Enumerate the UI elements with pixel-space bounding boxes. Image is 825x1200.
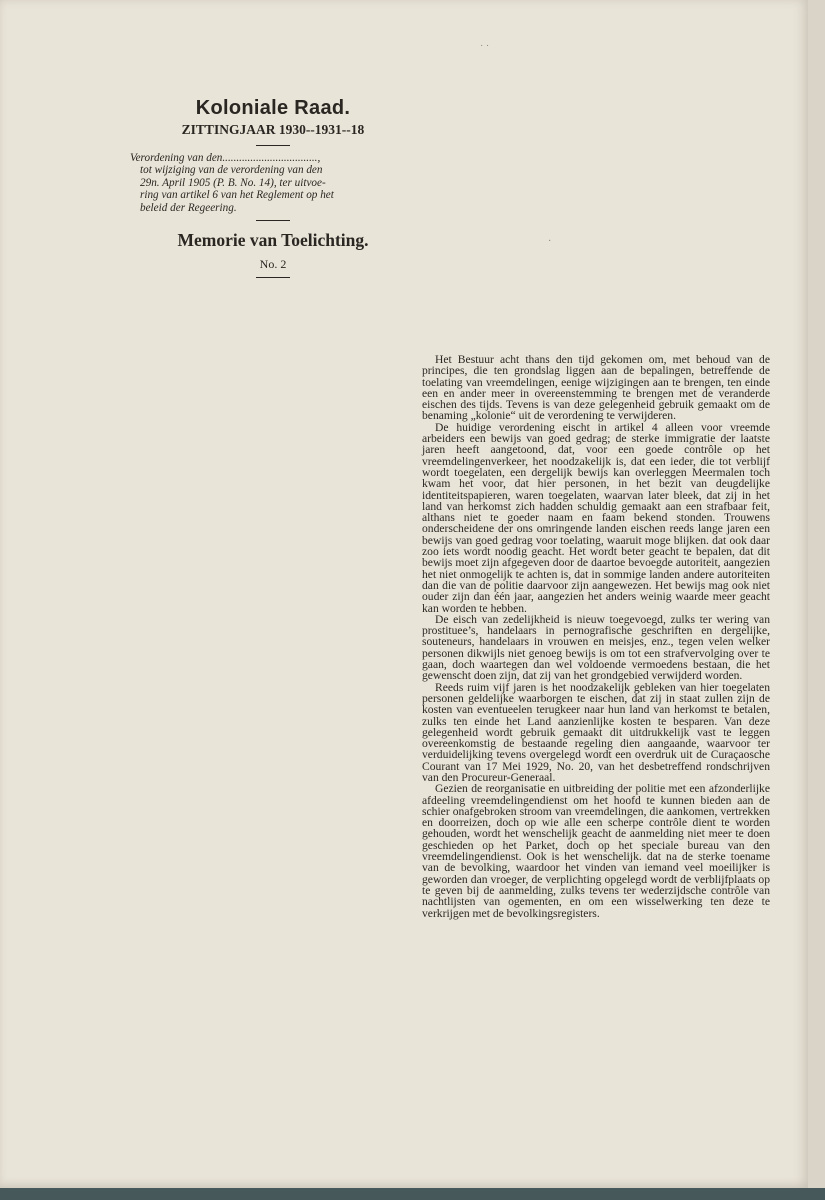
decree-line: tot wijziging van de verordening van den [140,164,323,177]
page-edge [808,0,825,1200]
decree-line: beleid der Regeering. [140,201,237,214]
paper-speck: · [548,236,552,247]
document-header [128,95,418,284]
body-paragraph: De eisch van zedelijkheid is nieuw toegevoegd, zulks ter wering van prostituee’s, handelaars in pernografische geschriften en dergelijke, souteneurs, handelaars in vrouwen en meisjes, enz., tegen velen welker personen dikwijls niet genoeg bewijs is om tot een strafvervolging over te gaan, doch waartegen dan wel voldoende vermoedens bestaan, die het gewenscht doen zijn, dat zij van het grondgebied verwijderd worden. [422,612,770,683]
scan-background [0,1188,825,1200]
paper-speck: ˙ ˙ [480,44,490,55]
council-title: Koloniale Raad. [195,97,351,119]
header-rule [256,145,290,146]
document-number: No. 2 [259,257,287,272]
decree-line: 29n. April 1905 (P. B. No. 14), ter uitvoe- [140,176,326,189]
memo-title: Memorie van Toelichting. [177,230,369,251]
body-paragraph: Reeds ruim vijf jaren is het noodzakelijk gebleken van hier toegelaten personen geldelijke waarborgen te eischen, dat zij in staat zullen zijn de kosten van eventueelen terugkeer naar hun land van herkomst te betalen, zulks ten einde het Land aanzienlijke kosten te besparen. Van deze gelegenheid wordt gebruik gemaakt dit uitdrukkelijk vast te leggen overeenkomstig de bestaande regeling dien aangaande, waarvoor ter verduidelijking tevens overgelegd wordt een overdruk uit de Curaçaosche Courant van 17 Mei 1929, No. 20, van het desbetreffend rondschrijven van den Procureur-Generaal. [422,680,770,784]
decree-line: ring van artikel 6 van het Reglement op het [140,189,334,202]
body-paragraph: De huidige verordening eischt in artikel 4 alleen voor vreemde arbeiders een bewijs van goed gedrag; de sterke immigratie der laatste jaren heeft aangetoond, dat, voor een goede contrôle op het vreemdelingenverkeer, het noodzakelijk is, dat een ieder, die tot verblijf wordt toegelaten, een dergelijk bewijs kan overleggen Meermalen toch kwam het voor, dat hier personen, in het bezit van deugdelijke identiteitspapieren, waren toegelaten, waarvan later bleek, dat zij in het land van herkomst zich hadden schuldig gemaakt aan een strafbaar feit, althans niet te goeder naam en faam bekend stonden. Trouwens onderscheidene der ons omringende landen eischen reeds lange jaren een bewijs van goed gedrag voor toelating, waaruit moge blijken. dat ook daar zoo iets wordt noodig geacht. Het wordt beter geacht te bepalen, dat dit bewijs moet zijn afgegeven door de daartoe bevoegde autoriteit, aangezien het niet onmogelijk te achten is, dat in sommige landen andere autoriteiten dan die van de politie daarvoor zijn aangewezen. Het bewijs mag ook niet ouder zijn dan één jaar, aangezien het anders weinig waarde meer geacht kan worden te hebben. [422,420,770,615]
body-paragraph: Gezien de reorganisatie en uitbreiding der politie met een afzonderlijke afdeeling vreemdelingendienst om het hoofd te kunnen bieden aan de schier onafgebroken stroom van vreemdelingen, die aankomen, vertrekken en doorreizen, doch op wie alle een scherpe contrôle dient te worden gehouden, wordt het wenschelijk geacht de aanmelding niet meer te doen geschieden op het Parket, doch op het speciale bureau van den vreemdelingendienst. Ook is het wenschelijk. dat na de sterke toename van de bevolking, waardoor het vinden van iemand veel moeilijker is geworden dan vroeger, de verplichting opgelegd wordt de verblijfplaats op te geven bij de aanmelding, zulks tevens ter wederzijdsche contrôle van nachtlijsten van ogementen, en om een wisselwerking ten deze te verkrijgen met de bevolkingsregisters. [422,782,770,920]
body-paragraph: Het Bestuur acht thans den tijd gekomen om, met behoud van de principes, die ten grondslag liggen aan de bepalingen, betreffende de toelating van vreemdelingen, eenige wijzigingen aan te brengen, ten einde een en ander meer in overeenstemming te brengen met de veranderde eischen des tijds. Tevens is van deze gelegenheid gebruik gemaakt om de benaming „kolonie“ uit de verordening te verwijderen. [422,353,770,423]
number-rule [256,277,290,278]
decree-rule [256,220,290,221]
decree-line: Verordening van den.................................., [130,152,321,164]
decree-description [130,152,380,214]
memo-body [422,354,770,919]
session-year: ZITTINGJAAR 1930--1931--18 [181,122,365,137]
